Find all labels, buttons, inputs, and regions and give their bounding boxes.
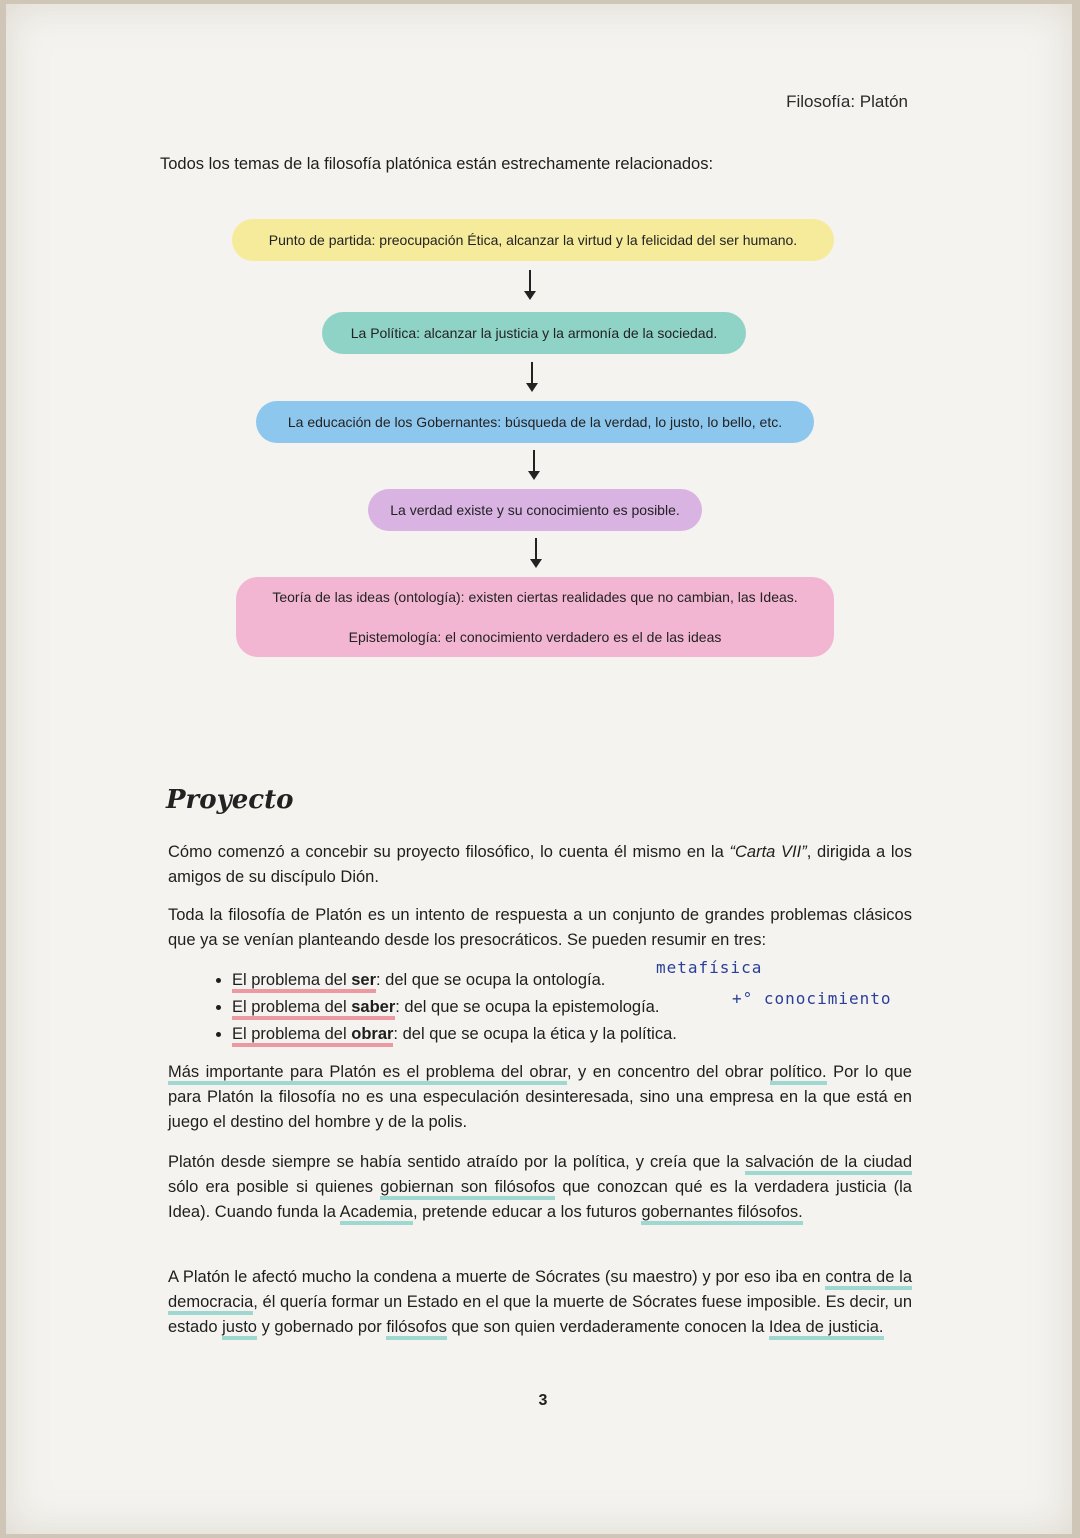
- flow-arrow-4: [535, 538, 537, 566]
- flow-step-ethics: Punto de partida: preocupación Ética, alcanzar la virtud y la felicidad del ser humano.: [232, 219, 834, 261]
- flow-step-ideas-epistemology: Epistemología: el conocimiento verdadero es el de las ideas: [348, 629, 722, 645]
- list-item: • El problema del saber: del que se ocupa la epistemología.: [232, 994, 752, 1021]
- flow-arrow-1: [529, 270, 531, 298]
- flow-step-ideas-ontology: Teoría de las ideas (ontología): existen ciertas realidades que no cambian, las Ideas.: [272, 589, 798, 605]
- flow-step-ideas: [236, 577, 834, 657]
- problems-list: [190, 967, 752, 1048]
- handwritten-note-metafisica: metafísica: [656, 958, 763, 977]
- paragraph-socrates: A Platón le afectó mucho la condena a muerte de Sócrates (su maestro) y por eso iba en contra de la democracia, él quería formar un Estado en el que la muerte de Sócrates fuese imposible. Es decir, un estado justo y gobernado por filósofos que son quien verdaderamente conocen la Idea de justicia.: [168, 1265, 912, 1340]
- paragraph-carta: Cómo comenzó a concebir su proyecto filosófico, lo cuenta él mismo en la “Carta VII”, dirigida a los amigos de su discípulo Dión.: [168, 843, 912, 886]
- section-title: Proyecto: [166, 785, 294, 815]
- paragraph-politica: Platón desde siempre se había sentido atraído por la política, y creía que la salvación de la ciudad sólo era posible si quienes gobiernan son filósofos que conozcan qué es la verdadera justicia (la Idea). Cuando funda la Academia, pretende educar a los futuros gobernantes filósofos.: [168, 1150, 912, 1225]
- intro-sentence: Todos los temas de la filosofía platónica están estrechamente relacionados:: [160, 155, 714, 173]
- handwritten-note-conocimiento: +° conocimiento: [732, 989, 892, 1008]
- list-item: • El problema del ser: del que se ocupa la ontología.: [232, 967, 752, 994]
- flow-step-education: La educación de los Gobernantes: búsqueda de la verdad, lo justo, lo bello, etc.: [256, 401, 814, 443]
- paragraph-problems-intro: Toda la filosofía de Platón es un intento de respuesta a un conjunto de grandes problemas clásicos que ya se venían planteando desde los presocráticos. Se pueden resumir en tres:: [168, 906, 912, 949]
- flow-arrow-3: [533, 450, 535, 478]
- flow-arrow-2: [531, 362, 533, 390]
- flow-step-politics: La Política: alcanzar la justicia y la armonía de la sociedad.: [322, 312, 746, 354]
- page-number: 3: [538, 1392, 548, 1409]
- paragraph-obrar: Más importante para Platón es el problema del obrar, y en concentro del obrar político. Por lo que para Platón la filosofía no es una especulación desinteresada, sino una empresa en la que está en juego el destino del hombre y de la polis.: [168, 1063, 912, 1131]
- flow-step-truth: La verdad existe y su conocimiento es posible.: [368, 489, 702, 531]
- page-header: Filosofía: Platón: [786, 92, 908, 111]
- list-item: • El problema del obrar: del que se ocupa la ética y la política.: [232, 1021, 752, 1048]
